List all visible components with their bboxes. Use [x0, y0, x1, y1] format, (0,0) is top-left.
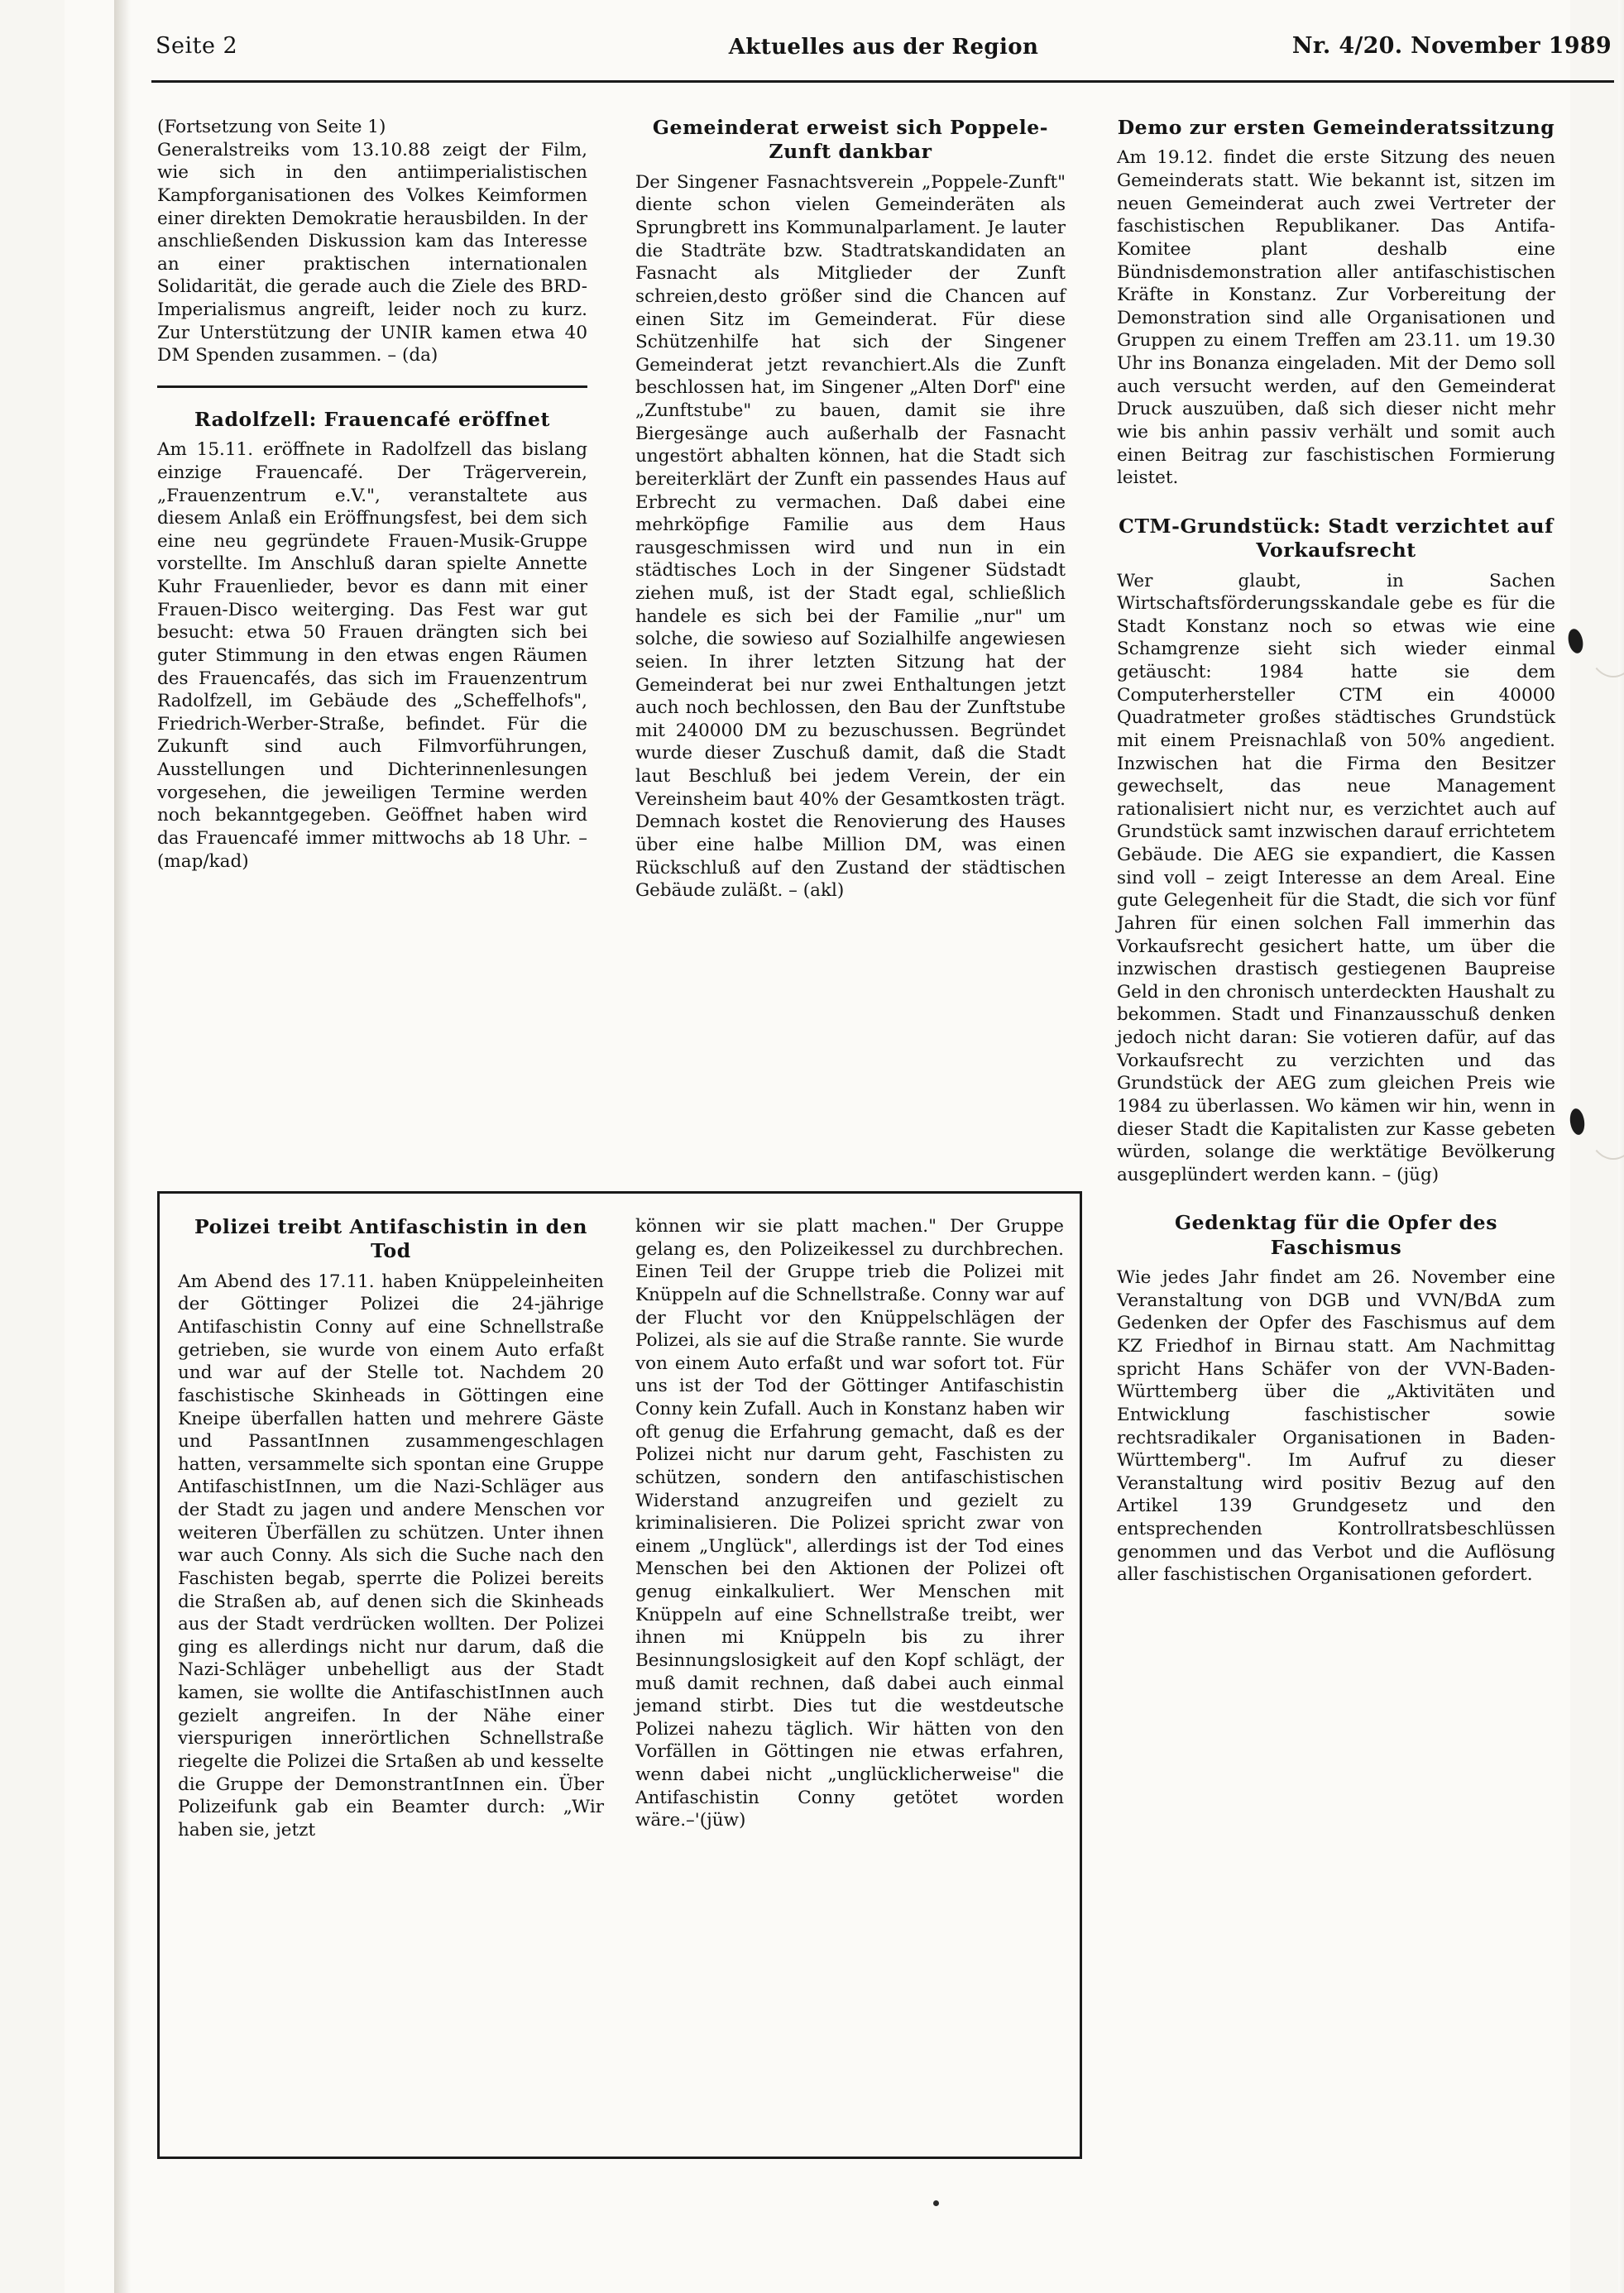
article-headline-gemeinderat: Gemeinderat erweist sich Poppele-Zunft dankbar	[652, 116, 1049, 164]
column-2	[635, 116, 1066, 902]
article-headline-frauencafe: Radolfzell: Frauencafé eröffnet	[194, 407, 550, 431]
newspaper-page	[65, 0, 1612, 2293]
column-1	[157, 116, 587, 873]
boxed-article-column-2	[635, 1215, 1064, 1832]
boxed-article-column-1	[178, 1215, 604, 1841]
article-headline-ctm: CTM-Grundstück: Stadt verzichtet auf Vorkaufsrecht	[1119, 514, 1554, 562]
masthead	[156, 33, 1612, 81]
article-text-ctm: Wer glaubt, in Sachen Wirtschaftsförderungsskandale gebe es für die Stadt Konstanz noch so etwas wie eine Schamgrenze sieht sich wieder einmal getäuscht: 1984 hatte sie dem Computerhersteller CTM ein 40000 Quadratmeter großes städtisches Grundstück mit einem Preisnachlaß von 50% angedient. Inzwischen hat die Firma den Besitzer gewechselt, das neue Management rationalisiert nicht nur, es verzichtet auch auf Grundstück samt inzwischen darauf errichtetem Gebäude. Die AEG sie expandiert, die Kassen sind voll – zeigt Interesse an dem Areal. Eine gute Gelegenheit für die Stadt, die sich vor fünf Jahren für einen solchen Fall immerhin das Vorkaufsrecht gesichert hatte, um über die inzwischen drastisch gestiegenen Baupreise Geld in den chronisch unterdeckten Haushalt zu bekommen. Stadt und Finanzausschuß denken jedoch nicht daran: Sie votieren dafür, auf das Vorkaufsrecht zu verzichten und das Grundstück der AEG zum gleichen Preis wie 1984 zu überlassen. Wo kämen wir hin, wenn in dieser Stadt die Kapitalisten zur Kasse gebeten würden, solange die werktätige Bevölkerung ausgeplündert werden kann. – (jüg)	[1117, 570, 1555, 1185]
issue-label: Nr. 4/20. November 1989	[1291, 33, 1612, 59]
column-3-spacer-2	[1117, 1186, 1555, 1211]
scan-smudge-lower	[1569, 1108, 1586, 1136]
scan-dot-bottom	[933, 2200, 939, 2206]
page-number-label: Seite 2	[156, 33, 238, 59]
boxed-article	[157, 1191, 1082, 2159]
scan-arc-lower	[1587, 1090, 1624, 1160]
column-3	[1117, 116, 1555, 1587]
article-text-gemeinderat: Der Singener Fasnachtsverein „Poppele-Zunft" diente schon vielen Gemeinderäten als Sprungbrett ins Kommunalparlament. Je lauter die Stadträte bzw. Stadtratskandidaten an Fasnacht als Mitglieder der Zunft schreien,desto größer sind die Chancen auf einen Sitz im Gemeinderat. Für diese Schützenhilfe hat sich der Singener Gemeinderat jetzt revanchiert.Als die Zunft beschlossen hat, im Singener „Alten Dorf" eine „Zunftstube" zu bauen, damit sie ihre Biergesänge auch außerhalb der Fasnacht ungestört abhalten können, hat die Stadt sich bereiterklärt der Zunft ein passendes Haus auf Erbrecht zu vermachen. Daß dabei eine mehrköpfige Familie aus dem Haus rausgeschmissen wird und nun in ein städtisches Loch in der Singener Südstadt ziehen muß, ist der Stadt egal, schließlich handele es sich bei der Familie „nur" um solche, die sowieso auf Sozialhilfe angewiesen seien. In ihrer letzten Sitzung hat der Gemeinderat bei nur zwei Enthaltungen jetzt auch noch bechlossen, den Bau der Zunftstube mit 240000 DM zu bezuschussen. Begründet wurde dieser Zuschuß damit, daß die Stadt laut Beschluß bei jedem Verein, der ein Vereinsheim baut 40% der Gesamtkosten trägt. Demnach kostet die Renovierung des Hauses über eine halbe Million DM, was einen Rückschluß auf den Zustand der städtischen Gebäude zuläßt. – (akl)	[635, 171, 1066, 902]
boxed-article-headline: Polizei treibt Antifaschistin in den Tod	[194, 1215, 588, 1263]
article-text-frauencafe: Am 15.11. eröffnete in Radolfzell das bislang einzige Frauencafé. Der Trägerverein, „Frauenzentrum e.V.", veranstaltete aus diesem Anlaß ein Eröffnungsfest, bei dem sich eine neu gegründete Frauen-Musik-Gruppe vorstellte. Im Anschluß daran spielte Annette Kuhr Frauenlieder, bevor es dann mit einer Frauen-Disco weiterging. Das Fest war gut besucht: etwa 50 Frauen drängten sich bei guter Stimmung in den etwas engen Räumen des Frauencafés, das sich im Frauenzentrum Radolfzell, im Gebäude des „Scheffelhofs", Friedrich-Werber-Straße, befindet. Für die Zukunft sind auch Filmvorführungen, Ausstellungen und Dichterinnenlesungen vorgesehen, die jeweiligen Termine werden noch bekanntgegeben. Geöffnet haben wird das Frauencafé immer mittwochs ab 18 Uhr. – (map/kad)	[157, 439, 587, 872]
continuation-article-text: Generalstreiks vom 13.10.88 zeigt der Film, wie sich in den antiimperialistischen Kampforganisationen des Volkes Keimformen einer direkten Demokratie herausbilden. In der anschließenden Diskussion kam das Interesse an einer praktischen internationalen Solidarität, die gerade auch die Ziele des BRD-Imperialismus angreift, leider noch zu kurz. Zur Unterstützung der UNIR kamen etwa 40 DM Spenden zusammen. – (da)	[157, 139, 587, 366]
article-text-demo: Am 19.12. findet die erste Sitzung des neuen Gemeinderats statt. Wie bekannt ist, sitzen im neuen Gemeinderat auch zwei Vertreter der faschistischen Republikaner. Das Antifa-Komitee plant deshalb eine Bündnisdemonstration aller antifaschistischen Kräfte in Konstanz. Zur Vorbereitung der Demonstration sind alle Organisationen und Gruppen zu einem Treffen am 23.11. um 19.30 Uhr ins Bonanza eingeladen. Mit der Demo soll auch versucht werden, auf den Gemeinderat Druck auszuüben, daß sich dieser nicht mehr wie bis anhin passiv verhält und somit auch einen Beitrag zur faschistischen Formierung leistet.	[1117, 147, 1555, 489]
boxed-article-text-right: können wir sie platt machen." Der Gruppe gelang es, den Polizeikessel zu durchbrechen. Einen Teil der Gruppe trieb die Polizei mit Knüppeln auf die Schnellstraße. Conny war auf der Flucht vor den Knüppelschlägen der Polizei, als sie auf die Straße rannte. Sie wurde von einem Auto erfaßt und war sofort tot. Für uns ist der Tod der Göttinger Antifaschistin Conny kein Zufall. Auch in Konstanz haben wir oft genug die Erfahrung gemacht, daß es der Polizei nicht nur darum geht, Faschisten zu schützen, sondern den antifaschistischen Widerstand anzugreifen und gezielt zu kriminalisieren. Die Polizei spricht zwar von einem „Unglück", allerdings ist der Tod eines Menschen bei den Aktionen der Polizei oft genug einkalkuliert. Wer Menschen mit Knüppeln auf eine Schnellstraße treibt, wer ihnen mi Knüppeln bis zu ihrer Besinnungslosigkeit auf den Kopf schlägt, der muß damit rechnen, daß dabei auch einmal jemand stirbt. Dies tut die westdeutsche Polizei nahezu täglich. Wir hätten von den Vorfällen in Göttingen nie etwas erfahren, wenn dabei nicht „unglücklicherweise" die Antifaschistin Conny getötet worden wäre.–'(jüw)	[635, 1216, 1064, 1831]
page-edge-shadow-left	[114, 0, 131, 2293]
scan-arc-upper	[1587, 608, 1624, 677]
scan-smudge-upper	[1566, 628, 1585, 655]
column-3-spacer-1	[1117, 490, 1555, 515]
boxed-article-text-left: Am Abend des 17.11. haben Knüppeleinheiten der Göttinger Polizei die 24-jährige Antifaschistin Conny auf eine Schnellstraße getrieben, sie wurde von einem Auto erfaßt und war auf der Stelle tot. Nachdem 20 faschistische Skinheads in Göttingen eine Kneipe überfallen hatten und mehrere Gäste und PassantInnen zusammengeschlagen hatten, versammelte sich spontan eine Gruppe AntifaschistInnen, um die Nazi-Schläger aus der Stadt zu jagen und andere Menschen vor weiteren Überfällen zu schützen. Unter ihnen war auch Conny. Als sich die Suche nach den Faschisten begab, sperrte die Polizei bereits die Straßen ab, auf denen sich die Skinheads aus der Stadt verdrücken wollten. Der Polizei ging es allerdings nicht nur darum, daß die Nazi-Schläger unbehelligt aus der Stadt kamen, sie wollte die AntifaschistInnen auch gezielt angreifen. In der Nähe einer vierspurigen innerörtlichen Schnellstraße riegelte die Polizei die Srtaßen ab und kesselte die Gruppe der DemonstrantInnen ein. Über Polizeifunk gab ein Beamter durch: „Wir haben sie, jetzt	[178, 1271, 604, 1841]
continuation-note: (Fortsetzung von Seite 1)	[157, 117, 386, 137]
masthead-rule	[151, 80, 1614, 83]
article-text-gedenktag: Wie jedes Jahr findet am 26. November eine Veranstaltung von DGB und VVN/BdA zum Gedenken der Opfer des Faschismus auf dem KZ Friedhof in Birnau statt. Am Nachmittag spricht Hans Schäfer von der VVN-Baden-Württemberg über die „Aktivitäten und Entwicklung faschistischer sowie rechtsradikaler Organisationen in Baden-Württemberg". Im Aufruf zu dieser Veranstaltung wird positiv Bezug auf den Artikel 139 Grundgesetz und den entsprechenden Kontrollratsbeschlüssen genommen und das Verbot und die Auflösung aller faschistischen Organisationen gefordert.	[1117, 1267, 1555, 1586]
column-1-divider-rule	[157, 385, 587, 388]
article-headline-gedenktag: Gedenktag für die Opfer des Faschismus	[1174, 1211, 1498, 1259]
article-headline-demo: Demo zur ersten Gemeinderatssitzung	[1117, 116, 1555, 139]
section-title: Aktuelles aus der Region	[728, 35, 1039, 60]
